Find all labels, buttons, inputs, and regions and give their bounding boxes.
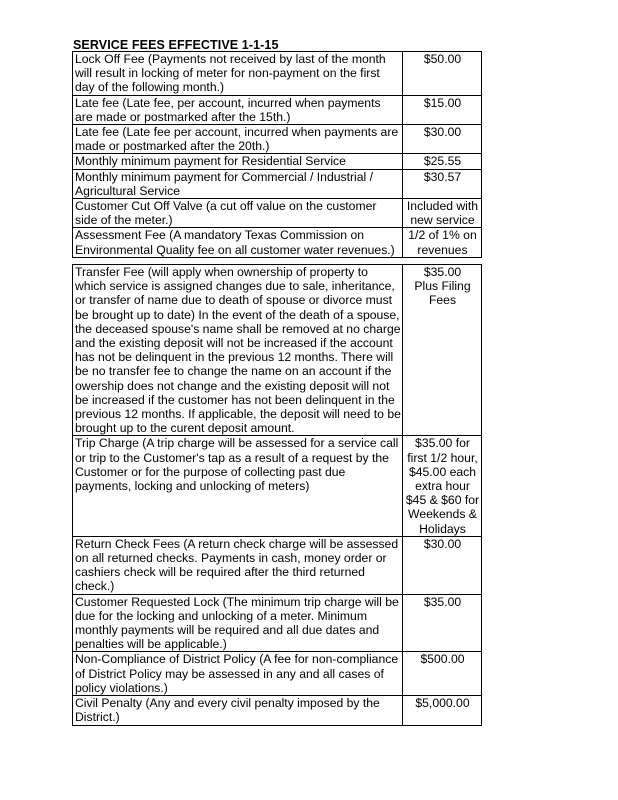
fee-description: Transfer Fee (will apply when ownership of property to which service is assigned changes due to sale, inheritance, or transfer of name due to death of spouse or divorce must be brought up to date) In the event of the death of a spouse, the deceased spouse's name shall be removed at no charge and the existing deposit will not be increased if the account has not be delinquent in the previous 12 months. There will be no transfer fee to change the name on an account if the owership does not change and the existing deposit will not be increased if the customer has not been delinquent in the previous 12 months. If applicable, the deposit will need to be brought up to the curent deposit amount. (73, 265, 403, 436)
fee-amount: Included with new service (403, 199, 482, 228)
fee-description: Return Check Fees (A return check charge will be assessed on all returned checks. Payments in cash, money order or cashiers check will be required after the third returned check.) (73, 536, 403, 594)
fee-description: Monthly minimum payment for Residential Service (73, 154, 403, 169)
table-row (73, 265, 482, 436)
fee-description: Trip Charge (A trip charge will be assessed for a service call or trip to the Customer's tap as a result of a request by the Customer or for the purpose of collecting past due payments, locking and unlocking of meters) (73, 436, 403, 536)
table-row (73, 536, 482, 594)
fee-amount: $30.00 (403, 536, 482, 594)
table-row (73, 228, 482, 257)
table-row (73, 154, 482, 169)
fees-table-additional (72, 264, 482, 726)
fee-amount: $30.00 (403, 125, 482, 154)
fee-description: Non-Compliance of District Policy (A fee for non-compliance of District Policy may be assessed in any and all cases of policy violations.) (73, 652, 403, 696)
fee-amount: $50.00 (403, 52, 482, 96)
fee-amount: $5,000.00 (403, 696, 482, 725)
fee-amount: $35.00 (403, 594, 482, 652)
fee-amount: $35.00 Plus Filing Fees (403, 265, 482, 436)
table-row (73, 696, 482, 725)
fee-amount: $30.57 (403, 169, 482, 198)
table-row (73, 52, 482, 96)
fee-description: Late fee (Late fee per account, incurred when payments are made or postmarked after the 20th.) (73, 125, 403, 154)
table-row (73, 169, 482, 198)
fee-description: Assessment Fee (A mandatory Texas Commission on Environmental Quality fee on all customer water revenues.) (73, 228, 403, 257)
table-row (73, 652, 482, 696)
table-row (73, 594, 482, 652)
fee-description: Customer Requested Lock (The minimum trip charge will be due for the locking and unlocking of a meter. Minimum monthly payments will be required and all due dates and penalties will be applicable.) (73, 594, 403, 652)
fee-description: Monthly minimum payment for Commercial / Industrial / Agricultural Service (73, 169, 403, 198)
document-title: SERVICE FEES EFFECTIVE 1-1-15 (73, 38, 279, 52)
fee-amount: $35.00 for first 1/2 hour, $45.00 each extra hour $45 & $60 for Weekends & Holidays (403, 436, 482, 536)
table-row (73, 436, 482, 536)
table-row (73, 125, 482, 154)
fee-amount: $15.00 (403, 95, 482, 124)
fee-description: Civil Penalty (Any and every civil penalty imposed by the District.) (73, 696, 403, 725)
fee-amount: $25.55 (403, 154, 482, 169)
fee-amount: $500.00 (403, 652, 482, 696)
table-row (73, 199, 482, 228)
fee-description: Late fee (Late fee, per account, incurred when payments are made or postmarked after the 15th.) (73, 95, 403, 124)
table-row (73, 95, 482, 124)
fee-description: Lock Off Fee (Payments not received by last of the month will result in locking of meter for non-payment on the first day of the following month.) (73, 52, 403, 96)
fees-table-basic (72, 51, 482, 258)
fee-amount: 1/2 of 1% on revenues (403, 228, 482, 257)
fee-description: Customer Cut Off Valve (a cut off value on the customer side of the meter.) (73, 199, 403, 228)
